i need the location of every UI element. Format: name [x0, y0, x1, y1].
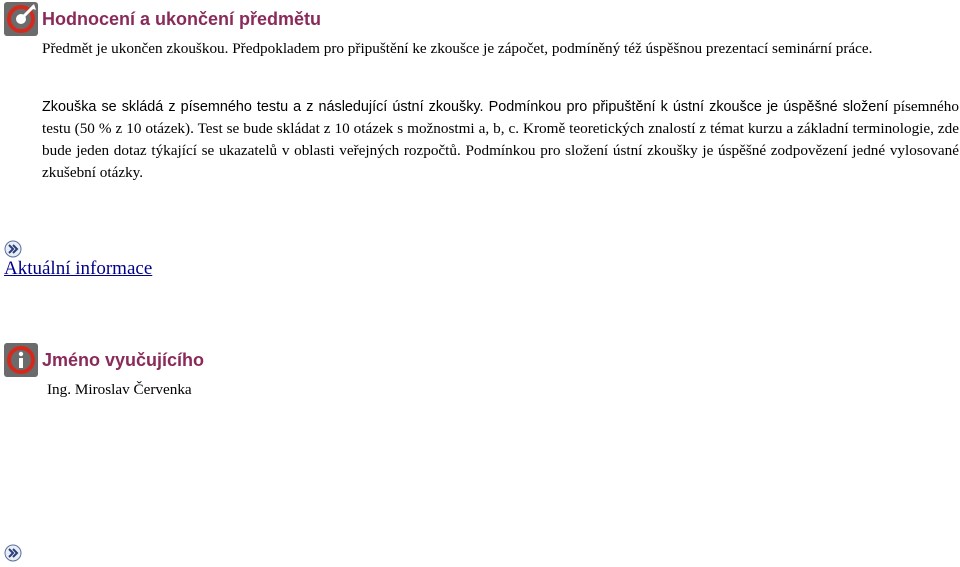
evaluation-paragraph-2-sans: Zkouška se skládá z písemného testu a z následující ústní zkoušky. Podmínkou pro připuštění k ústní zkoušce je úspěšné složení [42, 99, 889, 115]
evaluation-header [4, 2, 321, 36]
double-chevron-icon-bottom[interactable] [4, 544, 22, 562]
teacher-header [4, 343, 204, 377]
evaluation-paragraph-2-serif: písemného testu (50 % z 10 otázek). Test se bude skládat z 10 otázek s možnostmi a, b, c. Kromě teoretických znalostí z témat kurzu a základní terminologie, zde bude jeden dotaz týkající se ukazatelů v oblasti veřejných rozpočtů. Podmínkou pro složení ústní zkoušky je úspěšné zodpovězení jedné vylosované zkušební otázky. [42, 98, 959, 181]
news-link[interactable]: Aktuální informace [4, 258, 153, 279]
evaluation-title: Hodnocení a ukončení předmětu [42, 8, 322, 29]
target-icon [4, 2, 38, 36]
evaluation-paragraph-2 [42, 96, 959, 184]
double-chevron-icon[interactable] [4, 240, 22, 258]
teacher-title: Jméno vyučujícího [42, 349, 205, 370]
evaluation-paragraph-1: Předmět je ukončen zkouškou. Předpokladem pro připuštění ke zkoušce je zápočet, podmíněný též úspěšnou prezentací seminární práce. [42, 40, 873, 57]
info-icon [4, 343, 38, 377]
teacher-name: Ing. Miroslav Červenka [47, 381, 192, 398]
